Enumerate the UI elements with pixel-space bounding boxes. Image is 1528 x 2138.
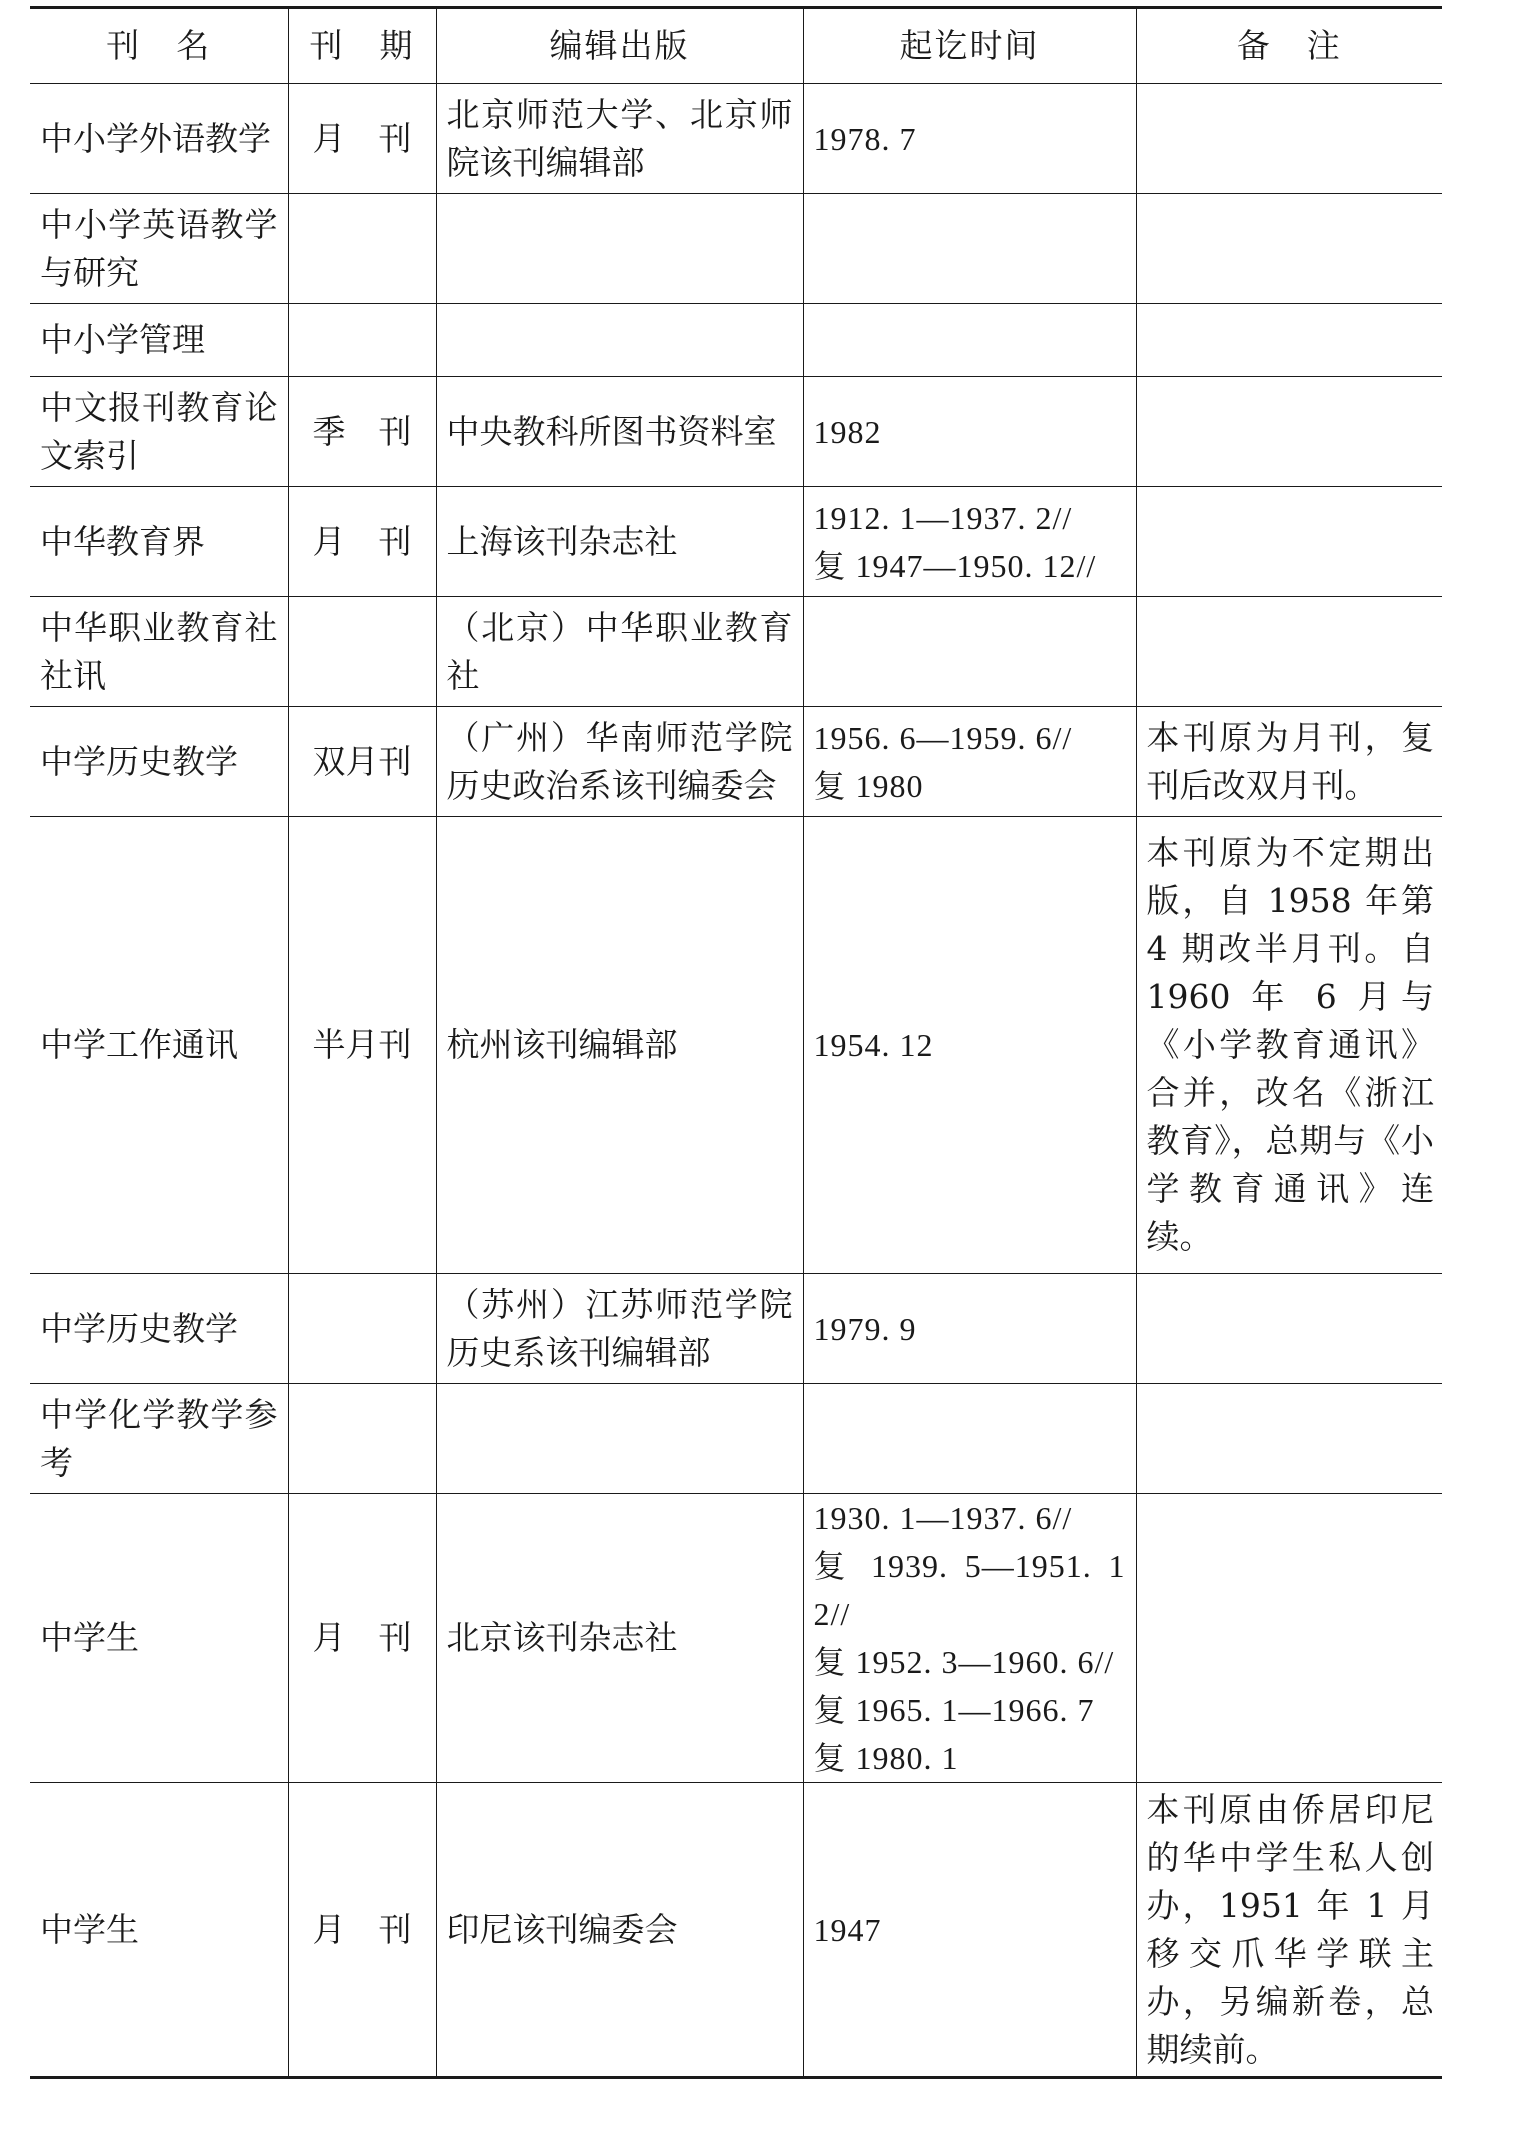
cell-dates: 1982	[803, 377, 1136, 487]
cell-note	[1136, 597, 1442, 707]
cell-name: 中小学外语教学	[30, 84, 288, 194]
table-row	[30, 84, 1442, 194]
cell-name: 中小学英语教学与研究	[30, 194, 288, 304]
cell-frequency: 月 刊	[288, 1783, 436, 2078]
cell-frequency: 季 刊	[288, 377, 436, 487]
cell-publisher: （苏州）江苏师范学院历史系该刊编辑部	[436, 1274, 803, 1384]
table-row	[30, 1384, 1442, 1494]
cell-frequency: 月 刊	[288, 84, 436, 194]
cell-note	[1136, 377, 1442, 487]
table-row	[30, 487, 1442, 597]
cell-name: 中华职业教育社社讯	[30, 597, 288, 707]
cell-name: 中学工作通讯	[30, 817, 288, 1274]
cell-frequency	[288, 1274, 436, 1384]
cell-name: 中学历史教学	[30, 707, 288, 817]
table-header-row	[30, 8, 1442, 84]
cell-dates: 1954. 12	[803, 817, 1136, 1274]
cell-dates: 1978. 7	[803, 84, 1136, 194]
cell-dates: 1930. 1—1937. 6// 复 1939. 5—1951. 12// 复 1952. 3—1960. 6// 复 1965. 1—1966. 7 复 1980. 1	[803, 1494, 1136, 1783]
cell-dates: 1912. 1—1937. 2// 复 1947—1950. 12//	[803, 487, 1136, 597]
cell-frequency	[288, 304, 436, 377]
header-frequency: 刊 期	[288, 8, 436, 84]
cell-publisher	[436, 304, 803, 377]
header-dates: 起讫时间	[803, 8, 1136, 84]
cell-frequency: 月 刊	[288, 1494, 436, 1783]
cell-dates	[803, 304, 1136, 377]
table-row	[30, 817, 1442, 1274]
table-row	[30, 304, 1442, 377]
cell-dates: 1956. 6—1959. 6// 复 1980	[803, 707, 1136, 817]
periodicals-table	[30, 6, 1442, 2079]
header-notes: 备 注	[1136, 8, 1442, 84]
cell-name: 中华教育界	[30, 487, 288, 597]
cell-note	[1136, 194, 1442, 304]
cell-name: 中学生	[30, 1494, 288, 1783]
cell-note: 本刊原为不定期出版，自 1958 年第 4 期改半月刊。自 1960 年 6 月与《小学教育通讯》合并，改名《浙江教育》，总期与《小学教育通讯》连续。	[1136, 817, 1442, 1274]
cell-note: 本刊原由侨居印尼的华中学生私人创办，1951 年 1 月移交爪华学联主办，另编新卷，总期续前。	[1136, 1783, 1442, 2078]
cell-frequency	[288, 597, 436, 707]
cell-note	[1136, 304, 1442, 377]
table-row	[30, 1494, 1442, 1783]
cell-publisher: 印尼该刊编委会	[436, 1783, 803, 2078]
cell-name: 中学历史教学	[30, 1274, 288, 1384]
table-row	[30, 707, 1442, 817]
cell-frequency	[288, 1384, 436, 1494]
cell-note	[1136, 1494, 1442, 1783]
table-row	[30, 1274, 1442, 1384]
cell-publisher: 北京该刊杂志社	[436, 1494, 803, 1783]
table-row	[30, 194, 1442, 304]
table-row	[30, 597, 1442, 707]
header-publisher: 编辑出版	[436, 8, 803, 84]
cell-note	[1136, 487, 1442, 597]
cell-name: 中学生	[30, 1783, 288, 2078]
cell-publisher: 杭州该刊编辑部	[436, 817, 803, 1274]
cell-publisher: （广州）华南师范学院历史政治系该刊编委会	[436, 707, 803, 817]
cell-publisher	[436, 1384, 803, 1494]
cell-frequency: 月 刊	[288, 487, 436, 597]
header-name: 刊 名	[30, 8, 288, 84]
cell-name: 中学化学教学参考	[30, 1384, 288, 1494]
cell-frequency: 半月刊	[288, 817, 436, 1274]
cell-publisher: 上海该刊杂志社	[436, 487, 803, 597]
cell-name: 中文报刊教育论文索引	[30, 377, 288, 487]
cell-dates: 1979. 9	[803, 1274, 1136, 1384]
table-row	[30, 1783, 1442, 2078]
cell-dates	[803, 597, 1136, 707]
table-row	[30, 377, 1442, 487]
cell-dates	[803, 1384, 1136, 1494]
cell-publisher	[436, 194, 803, 304]
cell-frequency: 双月刊	[288, 707, 436, 817]
cell-note	[1136, 84, 1442, 194]
cell-note: 本刊原为月刊，复刊后改双月刊。	[1136, 707, 1442, 817]
cell-publisher: （北京）中华职业教育社	[436, 597, 803, 707]
cell-note	[1136, 1274, 1442, 1384]
cell-frequency	[288, 194, 436, 304]
cell-name: 中小学管理	[30, 304, 288, 377]
cell-dates: 1947	[803, 1783, 1136, 2078]
cell-dates	[803, 194, 1136, 304]
cell-note	[1136, 1384, 1442, 1494]
cell-publisher: 北京师范大学、北京师院该刊编辑部	[436, 84, 803, 194]
cell-publisher: 中央教科所图书资料室	[436, 377, 803, 487]
